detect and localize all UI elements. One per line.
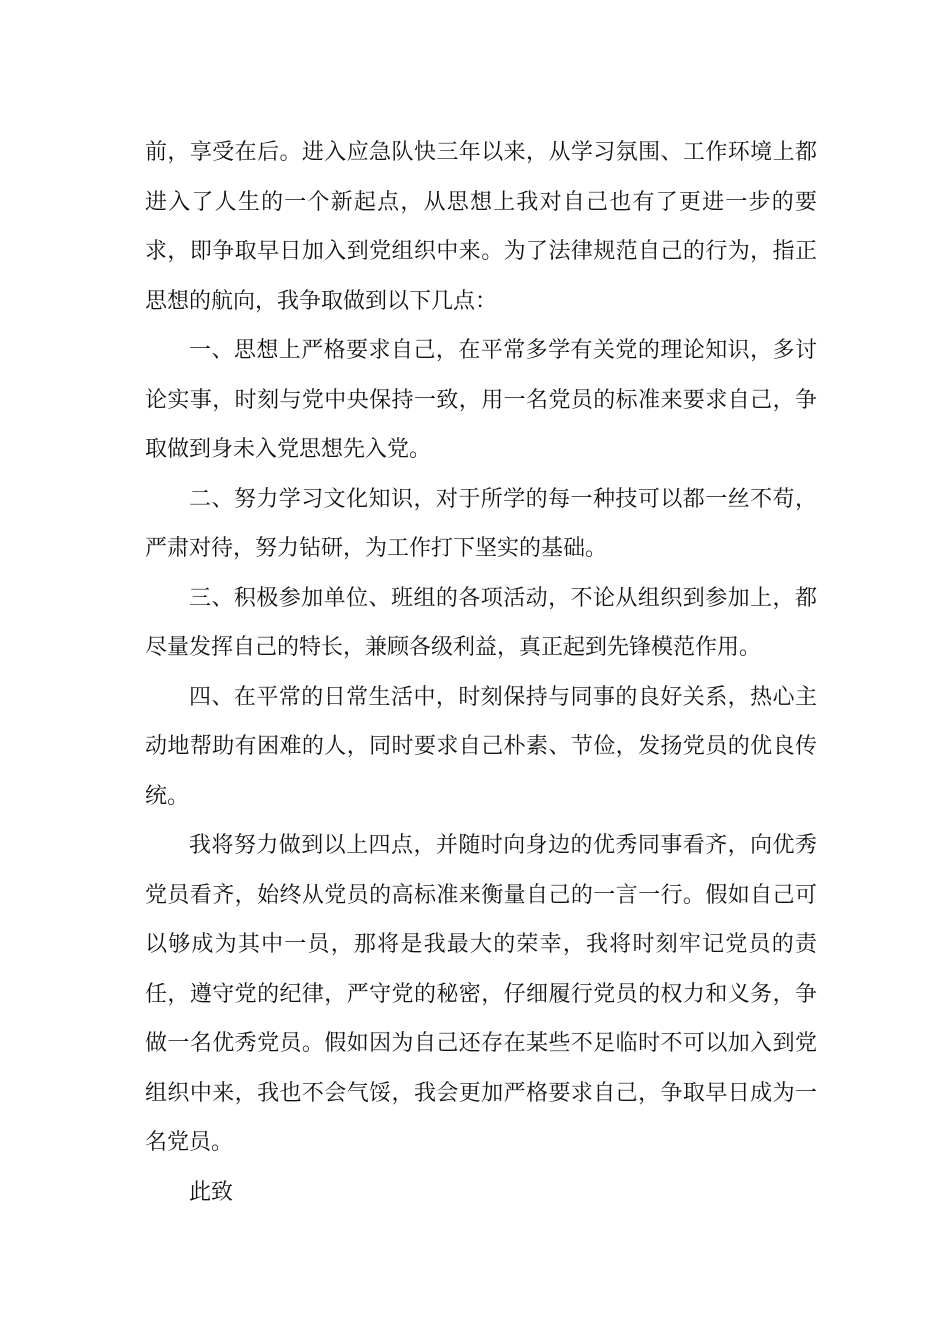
paragraph-point-four: 四、在平常的日常生活中，时刻保持与同事的良好关系，热心主动地帮助有困难的人，同时要求自己朴素、节俭，发扬党员的优良传统。 xyxy=(145,684,817,809)
paragraph-commitment: 我将努力做到以上四点，并随时向身边的优秀同事看齐，向优秀党员看齐，始终从党员的高标准来衡量自己的一言一行。假如自己可以够成为其中一员，那将是我最大的荣幸，我将时刻牢记党员的责任，遵守党的纪律，严守党的秘密，仔细履行党员的权力和义务，争做一名优秀党员。假如因为自己还存在某些不足临时不可以加入到党组织中来，我也不会气馁，我会更加严格要求自己，争取早日成为一名党员。 xyxy=(145,833,817,1155)
paragraph-point-one: 一、思想上严格要求自己，在平常多学有关党的理论知识，多讨论实事，时刻与党中央保持一致，用一名党员的标准来要求自己，争取做到身未入党思想先入党。 xyxy=(145,338,817,462)
paragraph-point-two: 二、努力学习文化知识，对于所学的每一种技可以都一丝不苟，严肃对待，努力钻研，为工作打下坚实的基础。 xyxy=(145,486,817,561)
paragraph-continuation: 前，享受在后。进入应急队快三年以来，从学习氛围、工作环境上都进入了人生的一个新起点，从思想上我对自己也有了更进一步的要求，即争取早日加入到党组织中来。为了法律规范自己的行为，指正思想的航向，我争取做到以下几点： xyxy=(145,140,817,314)
paragraph-point-three: 三、积极参加单位、班组的各项活动，不论从组织到参加上，都尽量发挥自己的特长，兼顾各级利益，真正起到先锋模范作用。 xyxy=(145,585,817,660)
closing-salutation: 此致 xyxy=(189,1179,234,1205)
document-body xyxy=(145,128,817,1217)
